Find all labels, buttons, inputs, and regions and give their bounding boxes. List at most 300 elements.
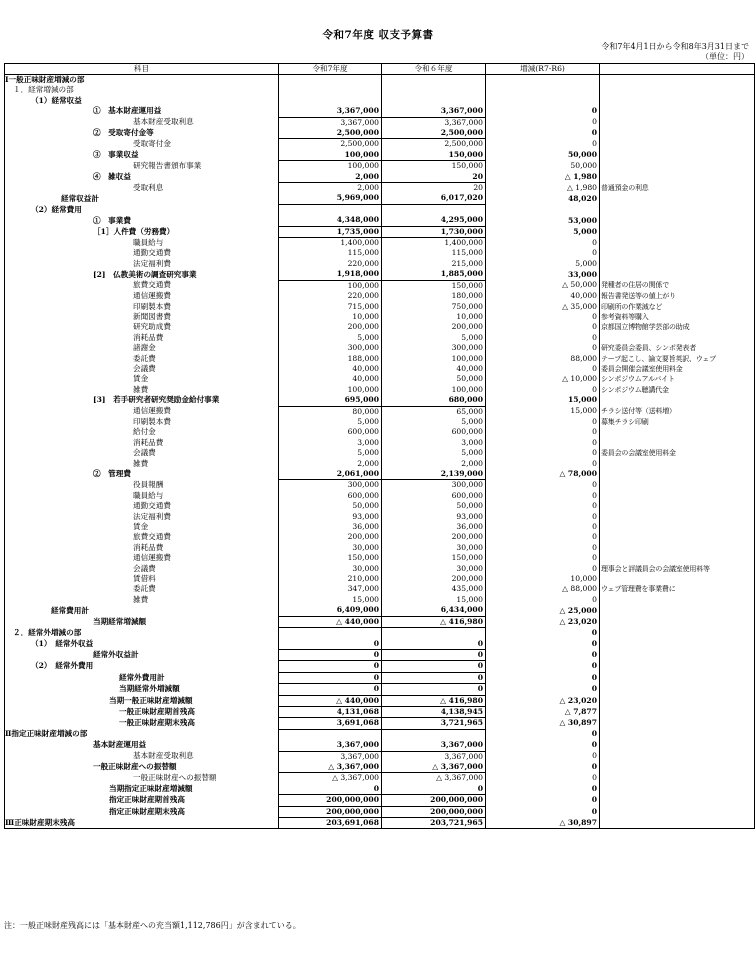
table-row [5, 150, 755, 161]
row-r6-value: 600,000 [382, 491, 486, 501]
table-row [5, 784, 755, 795]
row-r7-value: 220,000 [279, 259, 382, 269]
row-r6-value: △ 416,980 [382, 616, 486, 627]
row-r6-value: 5,000 [382, 417, 486, 427]
table-row [5, 374, 755, 384]
row-label: 通信運搬費 [5, 291, 279, 301]
row-r6-value: 0 [382, 672, 486, 683]
row-r7-value [279, 729, 382, 740]
row-r6-value: 50,000 [382, 374, 486, 384]
header-r6: 令和６年度 [382, 64, 486, 75]
row-r7-value: 15,000 [279, 595, 382, 605]
row-note [600, 395, 755, 406]
table-row [5, 96, 755, 106]
row-note [600, 226, 755, 237]
row-label: 賃金 [5, 374, 279, 384]
row-diff-value: 0 [486, 661, 600, 672]
row-label: ② 管理費 [5, 469, 279, 480]
row-note: ウェブ管理費を事業費に [600, 584, 755, 594]
row-r7-value: 3,000 [279, 438, 382, 448]
row-diff-value: 5,000 [486, 226, 600, 237]
row-note [600, 649, 755, 660]
fiscal-period: 令和7年4月1日から令和8年3月31日まで [601, 42, 749, 51]
row-note [600, 661, 755, 672]
table-row [5, 762, 755, 773]
row-note [600, 595, 755, 605]
table-row [5, 522, 755, 532]
table-row [5, 128, 755, 139]
row-r7-value: 210,000 [279, 574, 382, 584]
table-row [5, 564, 755, 574]
row-r6-value: 3,367,000 [382, 751, 486, 762]
row-r7-value: 2,061,000 [279, 469, 382, 480]
table-row [5, 291, 755, 301]
table-row [5, 672, 755, 683]
table-row [5, 718, 755, 729]
row-r7-value: 200,000 [279, 322, 382, 332]
row-r7-value: 600,000 [279, 427, 382, 437]
table-row [5, 684, 755, 695]
budget-table [4, 63, 755, 829]
row-label: 基本財産運用益 [5, 740, 279, 751]
row-note [600, 672, 755, 683]
row-label: 旅費交通費 [5, 280, 279, 291]
row-r6-value: 150,000 [382, 553, 486, 563]
row-r6-value: 6,434,000 [382, 605, 486, 616]
row-diff-value: 0 [486, 417, 600, 427]
row-r7-value: 5,000 [279, 417, 382, 427]
table-row [5, 740, 755, 751]
row-label: 一般正味財産期首残高 [5, 706, 279, 717]
row-label: 委託費 [5, 354, 279, 364]
row-r7-value: 4,131,068 [279, 706, 382, 717]
row-r6-value: 200,000,000 [382, 806, 486, 817]
table-row [5, 139, 755, 150]
row-note: 募集チラシ印刷 [600, 417, 755, 427]
row-label: Ⅲ正味財産期末残高 [5, 817, 279, 828]
row-diff-value: 0 [486, 438, 600, 448]
row-r6-value: 200,000 [382, 574, 486, 584]
row-r7-value: 1,400,000 [279, 238, 382, 249]
row-label: 法定福利費 [5, 512, 279, 522]
row-r7-value: 3,367,000 [279, 117, 382, 128]
row-note [600, 259, 755, 269]
table-row [5, 773, 755, 784]
row-r7-value: 5,000 [279, 333, 382, 343]
row-r6-value: 1,730,000 [382, 226, 486, 237]
row-r7-value: 4,348,000 [279, 215, 382, 226]
row-note [600, 784, 755, 795]
row-diff-value: 33,000 [486, 269, 600, 280]
row-diff-value: 0 [486, 740, 600, 751]
row-label: Ⅰ一般正味財産増減の部 [5, 75, 279, 86]
row-diff-value [486, 85, 600, 95]
row-r7-value: 6,409,000 [279, 605, 382, 616]
table-row [5, 172, 755, 183]
row-note [600, 427, 755, 437]
row-label: [3] 若手研究者研究奨励金給付事業 [5, 395, 279, 406]
row-note: 理事会と評議員会の会議室使用料等 [600, 564, 755, 574]
row-r6-value: 1,885,000 [382, 269, 486, 280]
row-diff-value: 53,000 [486, 215, 600, 226]
row-r7-value: 3,367,000 [279, 740, 382, 751]
table-row [5, 248, 755, 258]
row-r6-value: 180,000 [382, 291, 486, 301]
row-r6-value: 100,000 [382, 354, 486, 364]
table-row [5, 269, 755, 280]
row-diff-value: △ 30,897 [486, 817, 600, 828]
row-r6-value [382, 628, 486, 639]
row-r7-value: 200,000,000 [279, 795, 382, 806]
row-note [600, 795, 755, 806]
row-r6-value: 680,000 [382, 395, 486, 406]
table-row [5, 312, 755, 322]
row-diff-value: 0 [486, 364, 600, 374]
row-r7-value: 200,000 [279, 532, 382, 542]
row-r6-value: 2,139,000 [382, 469, 486, 480]
row-label: 給付金 [5, 427, 279, 437]
table-header-row [5, 64, 755, 75]
header-r7: 令和7年度 [279, 64, 382, 75]
row-label: 印刷製本費 [5, 302, 279, 312]
table-row [5, 480, 755, 491]
row-note [600, 574, 755, 584]
table-row [5, 238, 755, 249]
row-r7-value [279, 628, 382, 639]
row-diff-value: 0 [486, 628, 600, 639]
row-note [600, 269, 755, 280]
row-r7-value: 188,000 [279, 354, 382, 364]
row-diff-value: 0 [486, 427, 600, 437]
row-r6-value: 50,000 [382, 501, 486, 511]
row-r6-value: 3,000 [382, 438, 486, 448]
row-r7-value: 300,000 [279, 343, 382, 353]
header-diff: 増減(R7-R6) [486, 64, 600, 75]
row-label: １．経常増減の部 [5, 85, 279, 95]
row-r7-value: 100,000 [279, 161, 382, 172]
row-label: 委託費 [5, 584, 279, 594]
row-label: 研究助成費 [5, 322, 279, 332]
row-r7-value: 715,000 [279, 302, 382, 312]
row-r6-value: 150,000 [382, 150, 486, 161]
row-diff-value: 0 [486, 564, 600, 574]
table-row [5, 512, 755, 522]
row-diff-value: 0 [486, 595, 600, 605]
row-r7-value: 5,969,000 [279, 193, 382, 204]
row-note [600, 491, 755, 501]
row-label: 職員給与 [5, 491, 279, 501]
row-r6-value: 200,000 [382, 322, 486, 332]
row-label: 通勤交通費 [5, 248, 279, 258]
row-label: 当期指定正味財産増減額 [5, 784, 279, 795]
row-r6-value: 435,000 [382, 584, 486, 594]
row-r7-value [279, 96, 382, 106]
row-r7-value: 695,000 [279, 395, 382, 406]
row-r6-value: 10,000 [382, 312, 486, 322]
row-r6-value: 30,000 [382, 564, 486, 574]
row-note: 委員会開催会議室使用料金 [600, 364, 755, 374]
table-row [5, 427, 755, 437]
row-r6-value: 200,000,000 [382, 795, 486, 806]
row-r6-value: 0 [382, 639, 486, 650]
row-r7-value: 300,000 [279, 480, 382, 491]
table-row [5, 543, 755, 553]
row-label: 基本財産受取利息 [5, 117, 279, 128]
table-row [5, 193, 755, 204]
row-r6-value [382, 204, 486, 215]
table-row [5, 817, 755, 828]
row-r7-value: 30,000 [279, 564, 382, 574]
row-note [600, 106, 755, 117]
row-note: 報告書発送等の値上がり [600, 291, 755, 301]
row-label: ① 事業費 [5, 215, 279, 226]
table-row [5, 438, 755, 448]
row-diff-value: 0 [486, 729, 600, 740]
row-label: 指定正味財産期首残高 [5, 795, 279, 806]
row-r6-value: △ 3,367,000 [382, 773, 486, 784]
row-r7-value: 200,000,000 [279, 806, 382, 817]
row-diff-value: 0 [486, 480, 600, 491]
row-r6-value: 3,367,000 [382, 740, 486, 751]
row-r7-value [279, 204, 382, 215]
row-r7-value: 40,000 [279, 374, 382, 384]
table-row [5, 639, 755, 650]
row-diff-value: △ 25,000 [486, 605, 600, 616]
row-r6-value: 150,000 [382, 161, 486, 172]
row-note [600, 438, 755, 448]
row-label: 一般正味財産への振替額 [5, 773, 279, 784]
row-diff-value: 0 [486, 806, 600, 817]
row-note: 京都国立博物館学芸部の助成 [600, 322, 755, 332]
row-note [600, 695, 755, 706]
row-note [600, 729, 755, 740]
table-row [5, 406, 755, 417]
row-label: 雑費 [5, 459, 279, 469]
row-note [600, 75, 755, 86]
row-note: 印刷所の作業減など [600, 302, 755, 312]
row-label: 研究報告書頒布事業 [5, 161, 279, 172]
row-label: 指定正味財産期末残高 [5, 806, 279, 817]
row-r7-value: 0 [279, 784, 382, 795]
row-r7-value: 3,691,068 [279, 718, 382, 729]
table-row [5, 491, 755, 501]
row-r6-value: △ 416,980 [382, 695, 486, 706]
row-note [600, 215, 755, 226]
row-diff-value: 48,020 [486, 193, 600, 204]
row-note [600, 469, 755, 480]
row-label: 賃借料 [5, 574, 279, 584]
row-diff-value: 0 [486, 532, 600, 542]
row-diff-value: 0 [486, 773, 600, 784]
row-r7-value: 220,000 [279, 291, 382, 301]
row-label: 諸謝金 [5, 343, 279, 353]
row-note [600, 751, 755, 762]
row-diff-value: △ 23,020 [486, 616, 600, 627]
table-row [5, 333, 755, 343]
header-item: 科目 [5, 64, 279, 75]
table-row [5, 751, 755, 762]
row-diff-value: 0 [486, 684, 600, 695]
row-r7-value: 5,000 [279, 448, 382, 458]
table-row [5, 215, 755, 226]
row-r7-value: 10,000 [279, 312, 382, 322]
row-diff-value: 0 [486, 312, 600, 322]
row-diff-value: 0 [486, 343, 600, 353]
row-r6-value: 3,367,000 [382, 117, 486, 128]
table-row [5, 322, 755, 332]
row-r7-value: 50,000 [279, 501, 382, 511]
row-label: 一般正味財産への振替額 [5, 762, 279, 773]
row-r6-value: 750,000 [382, 302, 486, 312]
table-row [5, 532, 755, 542]
row-label: 会議費 [5, 448, 279, 458]
row-diff-value: 88,000 [486, 354, 600, 364]
row-note [600, 543, 755, 553]
row-label: ① 基本財産運用益 [5, 106, 279, 117]
row-diff-value: 0 [486, 238, 600, 249]
row-r7-value: 2,000 [279, 172, 382, 183]
row-label: ④ 雑収益 [5, 172, 279, 183]
row-diff-value: △ 88,000 [486, 584, 600, 594]
row-note [600, 480, 755, 491]
row-note [600, 204, 755, 215]
row-diff-value: 15,000 [486, 395, 600, 406]
row-label: 当期一般正味財産増減額 [5, 695, 279, 706]
row-note: 委員会の会議室使用料金 [600, 448, 755, 458]
row-r6-value: 4,138,945 [382, 706, 486, 717]
row-label: ③ 事業収益 [5, 150, 279, 161]
table-row [5, 385, 755, 395]
row-note [600, 532, 755, 542]
row-diff-value: 0 [486, 553, 600, 563]
table-row [5, 501, 755, 511]
row-r6-value: 0 [382, 661, 486, 672]
row-label: 通信運搬費 [5, 553, 279, 563]
row-diff-value: 0 [486, 672, 600, 683]
row-note [600, 501, 755, 511]
row-r6-value: 3,721,965 [382, 718, 486, 729]
table-row [5, 469, 755, 480]
row-diff-value: 0 [486, 448, 600, 458]
row-r7-value: 115,000 [279, 248, 382, 258]
row-note: テープ起こし、論文要旨英訳、ウェブ [600, 354, 755, 364]
table-row [5, 417, 755, 427]
row-r6-value: 40,000 [382, 364, 486, 374]
table-row [5, 204, 755, 215]
table-row [5, 343, 755, 353]
row-note [600, 522, 755, 532]
row-diff-value: 50,000 [486, 161, 600, 172]
row-note [600, 193, 755, 204]
row-diff-value: 0 [486, 385, 600, 395]
row-r6-value: 20 [382, 183, 486, 194]
row-label: 会議費 [5, 364, 279, 374]
row-r7-value: 0 [279, 661, 382, 672]
row-note [600, 117, 755, 128]
row-diff-value [486, 204, 600, 215]
row-diff-value [486, 75, 600, 86]
row-note [600, 740, 755, 751]
row-note [600, 248, 755, 258]
row-r6-value: 36,000 [382, 522, 486, 532]
row-diff-value: 0 [486, 649, 600, 660]
row-note [600, 96, 755, 106]
row-r6-value: 30,000 [382, 543, 486, 553]
row-r7-value: △ 3,367,000 [279, 773, 382, 784]
row-diff-value: 0 [486, 762, 600, 773]
row-label: 印刷製本費 [5, 417, 279, 427]
row-note [600, 684, 755, 695]
row-diff-value: 15,000 [486, 406, 600, 417]
row-r6-value: 15,000 [382, 595, 486, 605]
row-label: 受取寄付金 [5, 139, 279, 150]
row-r7-value: 0 [279, 684, 382, 695]
row-r6-value: 93,000 [382, 512, 486, 522]
table-row [5, 553, 755, 563]
row-label: （1）経常収益 [5, 96, 279, 106]
row-diff-value: 0 [486, 117, 600, 128]
table-row [5, 259, 755, 269]
row-label: 職員給与 [5, 238, 279, 249]
table-row [5, 395, 755, 406]
row-r6-value: 0 [382, 649, 486, 660]
row-note [600, 128, 755, 139]
row-label: 経常費用計 [5, 605, 279, 616]
table-row [5, 302, 755, 312]
row-label: 通勤交通費 [5, 501, 279, 511]
table-row [5, 806, 755, 817]
row-diff-value: 0 [486, 512, 600, 522]
row-r7-value: 0 [279, 649, 382, 660]
row-r7-value: 100,000 [279, 385, 382, 395]
row-diff-value: △ 30,897 [486, 718, 600, 729]
row-r6-value: 300,000 [382, 343, 486, 353]
row-r6-value: 300,000 [382, 480, 486, 491]
row-r6-value: 2,500,000 [382, 128, 486, 139]
row-label: 消耗品費 [5, 543, 279, 553]
row-note: チラシ送付等（送料増） [600, 406, 755, 417]
row-r6-value: 150,000 [382, 280, 486, 291]
row-note [600, 817, 755, 828]
row-note [600, 85, 755, 95]
row-r6-value [382, 729, 486, 740]
row-diff-value: △ 10,000 [486, 374, 600, 384]
table-row [5, 695, 755, 706]
row-r6-value: 115,000 [382, 248, 486, 258]
row-label: Ⅱ指定正味財産増減の部 [5, 729, 279, 740]
row-note [600, 773, 755, 784]
row-label: 通信運搬費 [5, 406, 279, 417]
row-r7-value: △ 3,367,000 [279, 762, 382, 773]
row-diff-value: △ 1,980 [486, 172, 600, 183]
header-note [600, 64, 755, 75]
row-note [600, 616, 755, 627]
row-note [600, 512, 755, 522]
row-r7-value: 203,691,068 [279, 817, 382, 828]
document-title: 令和7年度 収支予算書 [322, 29, 434, 41]
table-row [5, 85, 755, 95]
row-note [600, 639, 755, 650]
row-r7-value: 347,000 [279, 584, 382, 594]
row-diff-value: 0 [486, 501, 600, 511]
footnote: 注：一般正味財産残高には「基本財産への充当額1,112,786円」が含まれている。 [4, 921, 301, 930]
table-row [5, 584, 755, 594]
table-row [5, 117, 755, 128]
row-label: （1） 経常外収益 [5, 639, 279, 650]
row-note [600, 628, 755, 639]
row-label: 会議費 [5, 564, 279, 574]
row-label: 経常収益計 [5, 193, 279, 204]
